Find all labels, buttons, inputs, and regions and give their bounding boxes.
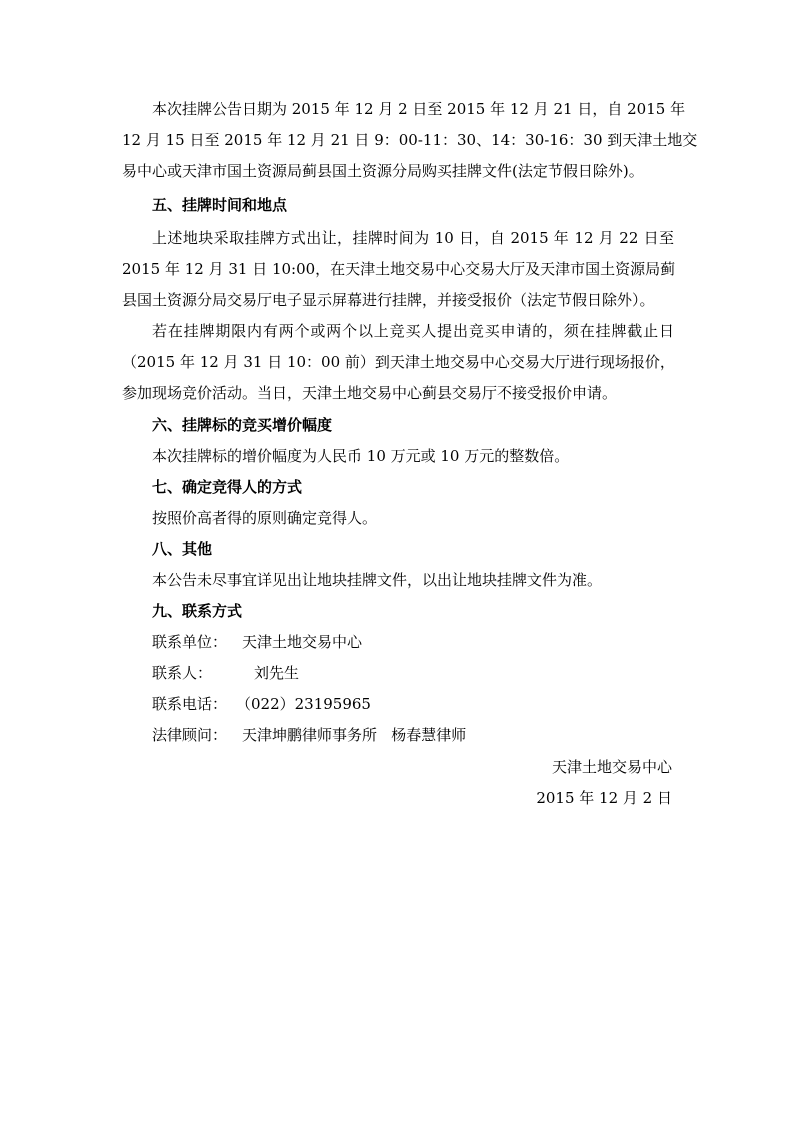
section6-text: 本次挂牌标的增价幅度为人民币 10 万元或 10 万元的整数倍。	[152, 447, 570, 465]
contact-person-row	[152, 658, 652, 689]
s5p2-line-3: 参加现场竞价活动。当日，天津土地交易中心蓟县交易厅不接受报价申请。	[122, 384, 618, 402]
s5p1-line-1: 上述地块采取挂牌方式出让，挂牌时间为 10 日，自 2015 年 12 月 22 日至	[152, 229, 674, 247]
contact-unit-label: 联系单位：	[152, 633, 228, 651]
contact-lawyer-value: 天津坤鹏律师事务所 杨春慧律师	[242, 726, 467, 744]
signature-org: 天津土地交易中心	[551, 758, 672, 776]
contact-unit-value: 天津土地交易中心	[242, 633, 363, 651]
contact-phone-value: （022）23195965	[236, 695, 371, 713]
contact-phone-label: 联系电话：	[152, 695, 228, 713]
section5-heading: 五、挂牌时间和地点	[152, 196, 288, 214]
contact-unit-row	[152, 627, 652, 658]
signature-date: 2015 年 12 月 2 日	[536, 789, 672, 807]
section8-heading: 八、其他	[152, 540, 213, 558]
section7-text: 按照价高者得的原则确定竞得人。	[152, 509, 378, 527]
s5p1-line-3: 县国土资源分局交易厅电子显示屏幕进行挂牌，并接受报价（法定节假日除外）。	[122, 291, 655, 309]
section8-text: 本公告未尽事宜详见出让地块挂牌文件，以出让地块挂牌文件为准。	[152, 571, 603, 589]
section6-heading: 六、挂牌标的竞买增价幅度	[152, 416, 333, 434]
contact-lawyer-label: 法律顾问：	[152, 726, 228, 744]
notice-line-3: 易中心或天津市国土资源局蓟县国土资源分局购买挂牌文件(法定节假日除外)。	[122, 162, 644, 180]
contact-person-label: 联系人：	[152, 664, 213, 682]
notice-line-2: 12 月 15 日至 2015 年 12 月 21 日 9：00-11：30、14：30-16：30 到天津土地交	[122, 131, 698, 149]
s5p1-line-2: 2015 年 12 月 31 日 10:00，在天津土地交易中心交易大厅及天津市国土资源局蓟	[122, 260, 676, 278]
contact-person-value: 刘先生	[254, 664, 300, 682]
section9-heading: 九、联系方式	[152, 602, 243, 620]
contact-phone-row	[152, 689, 652, 720]
section7-heading: 七、确定竞得人的方式	[152, 478, 303, 496]
s5p2-line-1: 若在挂牌期限内有两个或两个以上竞买人提出竞买申请的，须在挂牌截止日	[152, 322, 674, 340]
s5p2-line-2: （2015 年 12 月 31 日 10：00 前）到天津土地交易中心交易大厅进行现场报价，	[122, 353, 675, 371]
contact-lawyer-row	[152, 720, 652, 751]
notice-line-1: 本次挂牌公告日期为 2015 年 12 月 2 日至 2015 年 12 月 21 日，自 2015 年	[152, 100, 686, 118]
